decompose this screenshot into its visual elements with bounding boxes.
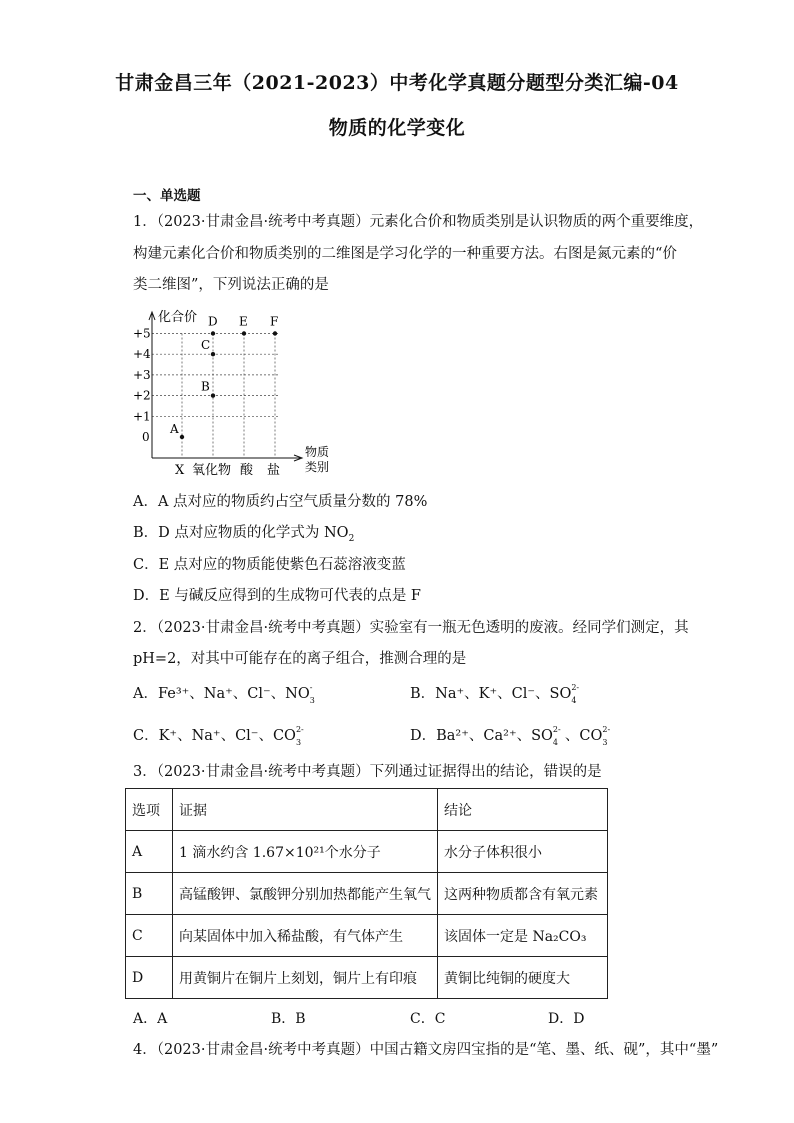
q1-stem-line2: 构建元素化合价和物质类别的二维图是学习化学的一种重要方法。右图是氮元素的“价 [133,246,677,262]
table-cell: D [126,957,173,999]
point-label-A: A [170,422,179,436]
point-A [180,435,184,439]
q1-option-c: C．E 点对应的物质能使紫色石蕊溶液变蓝 [133,557,406,573]
x-axis-label: 物质 [305,445,330,459]
chart-axes [149,312,302,461]
q2-option-c: C．K⁺、Na⁺、Cl⁻、CO 2- 3 [133,725,304,747]
table-row [126,873,608,915]
y-tick-label: 0 [142,430,150,444]
y-tick-label: +5 [133,326,151,341]
point-label-C: C [201,338,211,353]
point-label-E: E [239,314,248,329]
y-tick-label: +4 [133,347,151,362]
q1-stem-line1: 1．（2023·甘肃金昌·统考中考真题）元素化合价和物质类别是认识物质的两个重要维度， [133,214,704,230]
table-cell: 向某固体中加入稀盐酸，有气体产生 [173,915,438,957]
table-header-row [126,789,608,831]
table-cell: 1 滴水约含 1.67×10²¹个水分子 [173,831,438,873]
point-D [211,331,215,335]
q2-stem-line1: 2．（2023·甘肃金昌·统考中考真题）实验室有一瓶无色透明的废液。经同学们测定，其 [133,620,689,636]
q3-stem: 3．（2023·甘肃金昌·统考中考真题）下列通过证据得出的结论，错误的是 [133,764,602,780]
table-cell: C [126,915,173,957]
q3-option-a: A．A [133,1011,168,1027]
chart-ylabel: 化合价 [158,310,198,325]
table-header: 选项 [126,789,173,831]
point-C [211,352,215,356]
q1-option-a: A．A 点对应的物质约占空气质量分数的 78% [133,494,428,510]
point-label-D: D [208,314,218,329]
table-cell: 该固体一定是 Na₂CO₃ [438,915,608,957]
document-title-line1: 甘肃金昌三年（2021-2023）中考化学真题分题型分类汇编-04 [115,72,679,94]
x-tick-label: 酸 [240,463,254,478]
table-row [126,915,608,957]
table-row [126,831,608,873]
q2-option-a: A．Fe³⁺、Na⁺、Cl⁻、NO - 3 [133,683,315,705]
table-cell: B [126,873,173,915]
q1-option-b: B．D 点对应物质的化学式为 $NO_2$ [133,525,355,544]
table-cell: 用黄铜片在铜片上刻划，铜片上有印痕 [173,957,438,999]
table-cell: 黄铜比纯铜的硬度大 [438,957,608,999]
table-header: 结论 [438,789,608,831]
table-cell: 这两种物质都含有氧元素 [438,873,608,915]
x-tick-label: 氧化物 [192,463,232,478]
document-title-line2: 物质的化学变化 [328,117,466,139]
table-cell: 高锰酸钾、氯酸钾分别加热都能产生氧气 [173,873,438,915]
q4-stem: 4．（2023·甘肃金昌·统考中考真题）中国古籍文房四宝指的是“笔、墨、纸、砚”，其中“墨” [133,1042,719,1058]
x-tick-label: X [175,463,185,478]
section-heading: 一、单选题 [133,188,201,204]
y-tick-label: +1 [133,409,151,424]
point-B [211,393,215,397]
point-label-F: F [270,314,279,329]
q1-stem-line3: 类二维图”，下列说法正确的是 [133,277,329,293]
q3-option-c: C．C [410,1011,446,1027]
table-cell: 水分子体积很小 [438,831,608,873]
nitrogen-valence-chart [120,308,340,480]
q2-option-b: B．Na⁺、K⁺、Cl⁻、SO 2- 4 [410,683,580,705]
table-row [126,957,608,999]
chart-ticks [133,327,329,479]
q3-option-d: D．D [548,1011,585,1027]
point-F [273,331,277,335]
table-cell: A [126,831,173,873]
x-axis-label: 类别 [305,460,330,474]
y-tick-label: +2 [133,388,151,403]
table-header: 证据 [173,789,438,831]
evidence-table [125,788,608,999]
point-E [242,331,246,335]
q2-stem-line2: pH=2，对其中可能存在的离子组合，推测合理的是 [133,651,467,667]
q3-option-b: B．B [271,1011,306,1027]
q1-option-d: D．E 与碱反应得到的生成物可代表的点是 F [133,588,421,604]
q2-option-d: D．Ba²⁺、Ca²⁺、SO 2- 4 、CO 2- 3 [410,725,611,747]
point-label-B: B [201,379,210,394]
y-tick-label: +3 [133,367,151,382]
x-tick-label: 盐 [267,463,281,478]
